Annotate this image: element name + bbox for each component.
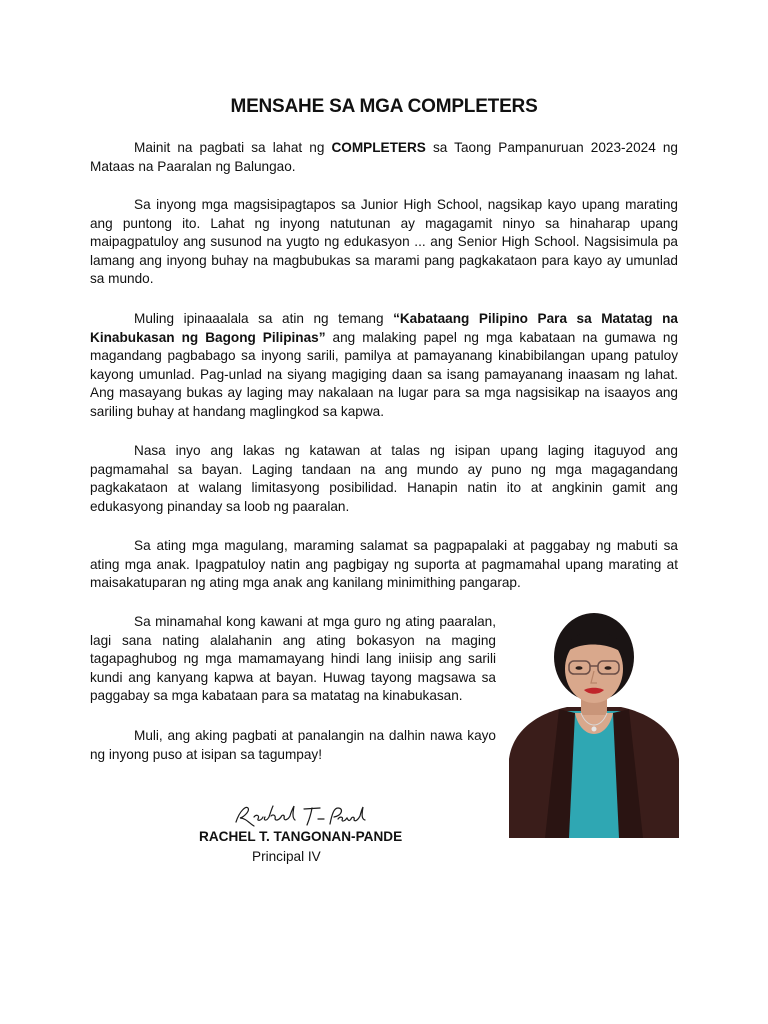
signature-icon <box>232 800 372 832</box>
paragraph-text: Mainit na pagbati sa lahat ng <box>134 140 332 155</box>
paragraph-text: sa Taong Pampanuruan 2023-2024 ng Mataas na Paaralan ng Balungao. <box>90 140 678 174</box>
paragraph-greeting <box>90 139 678 176</box>
signer-name: RACHEL T. TANGONAN-PANDE <box>199 829 403 844</box>
paragraph-theme <box>90 310 678 422</box>
portrait-icon <box>509 609 679 838</box>
completers-emphasis: COMPLETERS <box>331 140 426 155</box>
paragraph-junior-high: Sa inyong mga magsisipagtapos sa Junior High School, nagsikap kayo upang marating ang puntong ito. Lahat ng inyong natutunan ay magagamit ninyo sa hinaharap upang maipagpatuloy ang susunod na yugto ng edukasyon ... ang Senior High School. Nagsisimula pa lamang ang inyong buhay na magbubukas sa marami pang pagkakataon para kayo ay umunlad sa mundo. <box>90 197 678 287</box>
signer-title: Principal IV <box>252 849 321 864</box>
paragraph-teachers: Sa minamahal kong kawani at mga guro ng ating paaralan, lagi sana nating alalahanin ang ating bokasyon na maging tagapaghubog ng mga mamamayang hindi lang iniisip ang sarili kundi ang kanyang kapwa at bayan. Huwag tayong magsawa sa paggabay sa mga kabataan para sa matatag na kinabukasan. <box>90 614 496 704</box>
theme-emphasis: “Kabataang Pilipino Para sa Matatag na Kinabukasan ng Bagong Pilipinas” <box>90 311 678 345</box>
principal-photo <box>509 609 679 838</box>
paragraph-closing: Muli, ang aking pagbati at panalangin na dalhin nawa kayo ng inyong puso at isipan sa tagumpay! <box>90 728 496 762</box>
paragraph-text: Muling ipinaaalala sa atin ng temang <box>134 311 394 326</box>
page-title: MENSAHE SA MGA COMPLETERS <box>230 96 538 117</box>
paragraph-text: ang malaking papel ng mga kabataan na gumawa ng magandang pagbabago sa inyong sarili, pamilya at pamayanang kinabibilangan upang patuloy kayong umunlad. Pag-unlad na siyang magiging daan sa isang pamayanang inaasam ng lahat. Ang masayang bukas ay laging may nakalaan na lugar para sa mga nagsisikap na isaayos ang sariling buhay at handang maglingkod sa kapwa. <box>90 329 678 419</box>
paragraph-strength: Nasa inyo ang lakas ng katawan at talas ng isipan upang laging itaguyod ang pagmamahal sa bayan. Laging tandaan na ang mundo ay puno ng mga magagandang pagkakataon at walang limitasyong posibilidad. Hanapin natin ito at angkinin gamit ang edukasyong pinanday sa loob ng paaralan. <box>90 443 678 514</box>
paragraph-parents: Sa ating mga magulang, maraming salamat sa pagpapalaki at paggabay ng mabuti sa ating mga anak. Ipagpatuloy natin ang pagbigay ng suporta at pagmamahal upang marating at maisakatuparan ng ating mga anak ang kanilang minimithing pangarap. <box>90 538 678 591</box>
